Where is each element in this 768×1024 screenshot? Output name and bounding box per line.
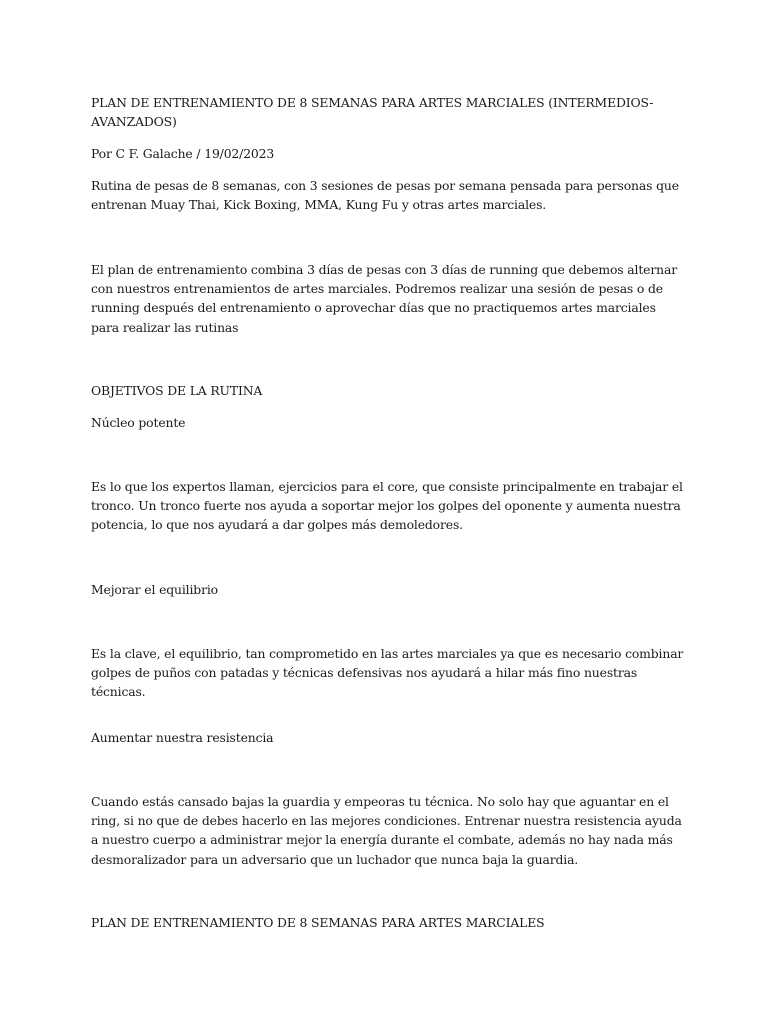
objective-3-title: Aumentar nuestra resistencia — [91, 730, 274, 745]
plan-description-paragraph: El plan de entrenamiento combina 3 días de pesas con 3 días de running que debemos alternar con nuestros entrenamientos de artes marciales. Podremos realizar una sesión de pesas o de running después del entrenamiento o aprovechar días que no practiquemos artes marciales para realizar las rutinas — [91, 262, 677, 335]
objectives-heading: OBJETIVOS DE LA RUTINA — [91, 383, 263, 398]
objective-3-text: Cuando estás cansado bajas la guardia y empeoras tu técnica. No solo hay que aguantar en el ring, si no que de debes hacerlo en las mejores condiciones. Entrenar nuestra resistencia ayuda a nuestro cuerpo a administrar mejor la energía durante el combate, además no hay nada más desmoralizador para un adversario que un luchador que nunca baja la guardia. — [91, 794, 682, 867]
objective-1-text: Es lo que los expertos llaman, ejercicios para el core, que consiste principalmente en trabajar el tronco. Un tronco fuerte nos ayuda a soportar mejor los golpes del oponente y aumenta nuestra potencia, lo que nos ayudará a dar golpes más demoledores. — [91, 479, 683, 533]
plan-heading: PLAN DE ENTRENAMIENTO DE 8 SEMANAS PARA ARTES MARCIALES — [91, 915, 545, 930]
objective-2-text: Es la clave, el equilibrio, tan comprometido en las artes marciales ya que es necesario combinar golpes de puños con patadas y técnicas defensivas nos ayudará a hilar más fino nuestras técnicas. — [91, 646, 684, 700]
intro-paragraph: Rutina de pesas de 8 semanas, con 3 sesiones de pesas por semana pensada para personas que entrenan Muay Thai, Kick Boxing, MMA, Kung Fu y otras artes marciales. — [91, 178, 679, 213]
objective-2-title: Mejorar el equilibrio — [91, 582, 218, 597]
byline: Por C F. Galache / 19/02/2023 — [91, 146, 275, 161]
document-title: PLAN DE ENTRENAMIENTO DE 8 SEMANAS PARA ARTES MARCIALES (INTERMEDIOS-AVANZADOS) — [91, 95, 654, 130]
objective-1-title: Núcleo potente — [91, 415, 186, 430]
